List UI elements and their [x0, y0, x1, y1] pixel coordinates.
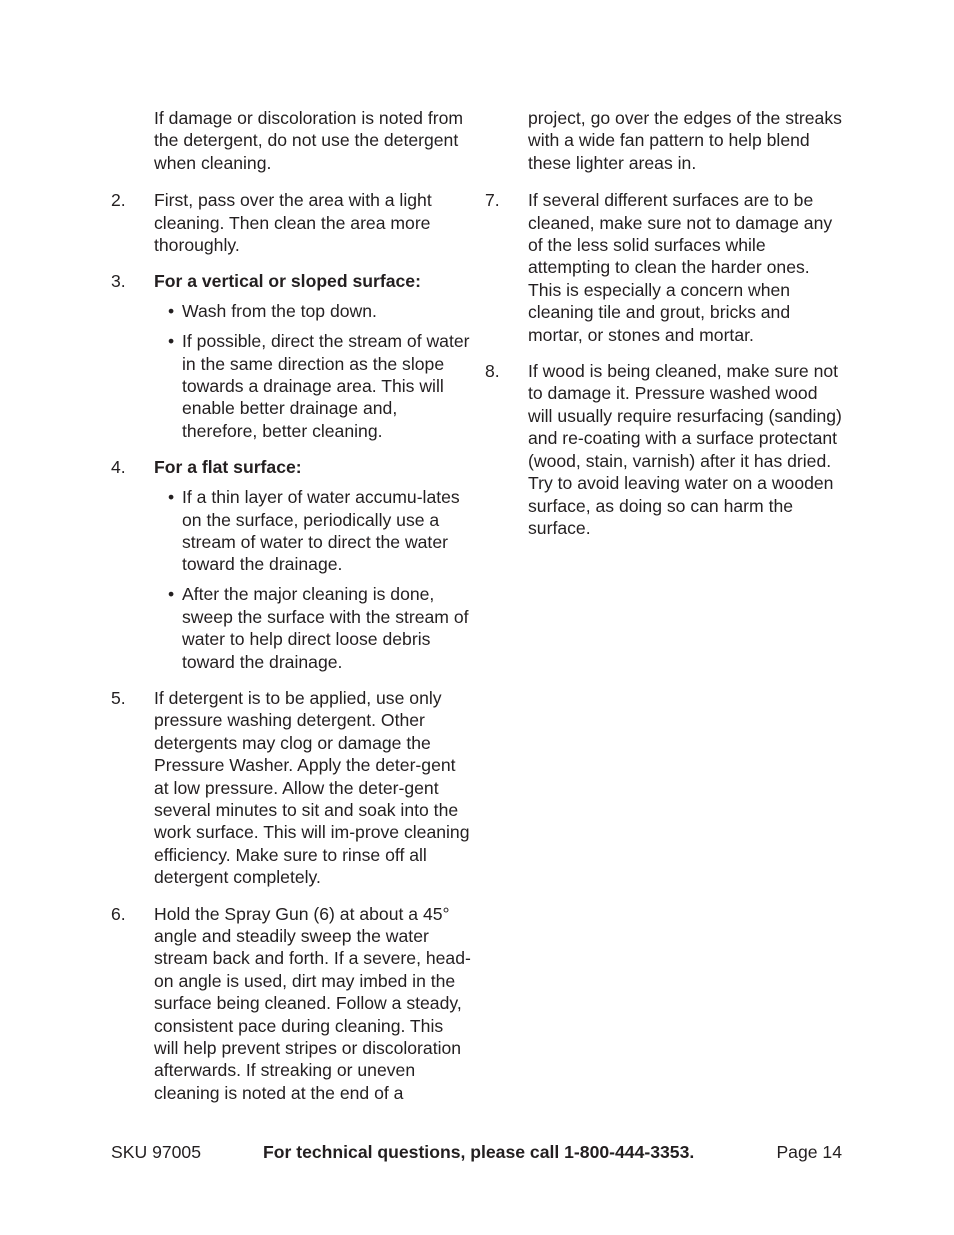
item-text: First, pass over the area with a light cleaning. Then clean the area more thoroughly. [154, 190, 432, 256]
page-number: Page 14 [776, 1142, 842, 1162]
bullet-text: Wash from the top down. [182, 301, 377, 322]
left-intro-paragraph: If damage or discoloration is noted from the detergent, do not use the detergent when cleaning. [154, 108, 464, 173]
bullet-text: After the major cleaning is done, sweep the surface with the stream of water to help direct loose debris toward the drainage. [182, 584, 469, 672]
bullet-icon: • [168, 487, 175, 508]
item-text: If several different surfaces are to be cleaned, make sure not to damage any of the less solid surfaces while attempting to clean the harder ones. This is especially a concern when cleaning tile and grout, bricks and mortar, or stones and mortar. [528, 190, 833, 345]
item-number: 6. [111, 903, 126, 924]
item-heading: For a flat surface: [154, 457, 302, 478]
list-item-3 [111, 270, 471, 442]
item-number: 8. [485, 361, 500, 382]
list-item-5 [111, 687, 471, 889]
bullet-item [154, 486, 471, 576]
bullet-item [154, 330, 471, 442]
item-number: 7. [485, 190, 500, 211]
bullet-text: If a thin layer of water accumu-lates on the surface, periodically use a stream of water to direct the water toward the drainage. [182, 487, 460, 575]
item-number: 5. [111, 687, 126, 708]
right-column [485, 107, 845, 539]
list-item-6 [111, 903, 471, 1105]
right-intro-paragraph: project, go over the edges of the streaks with a wide fan pattern to help blend these lighter areas in. [528, 108, 842, 173]
list-item-2 [111, 189, 471, 256]
bullet-item [154, 300, 471, 322]
item-text: Hold the Spray Gun (6) at about a 45° angle and steadily sweep the water stream back and forth. If a severe, head-on angle is used, dirt may imbed in the surface being cleaned. Follow a steady, consistent pace during cleaning. This will help prevent stripes or discoloration afterwards. If streaking or uneven cleaning is noted at the end of a [154, 903, 471, 1103]
sku-label: SKU 97005 [111, 1142, 201, 1162]
item-text: If detergent is to be applied, use only pressure washing detergent. Other detergents may clog or damage the Pressure Washer. Apply the deter-gent at low pressure. Allow the deter-gent several minutes to sit and soak into the work surface. This will im-prove cleaning efficiency. Make sure to rinse off all detergent completely. [154, 687, 470, 888]
list-item-8 [485, 360, 845, 539]
list-item-4 [111, 456, 471, 673]
tech-support-line: For technical questions, please call 1-800-444-3353. [263, 1142, 695, 1162]
bullet-icon: • [168, 301, 175, 322]
bullet-icon: • [168, 584, 175, 605]
bullet-text: If possible, direct the stream of water in the same direction as the slope towards a drainage area. This will enable better drainage and, therefore, better cleaning. [182, 331, 470, 441]
item-text: If wood is being cleaned, make sure not to damage it. Pressure washed wood will usually require resurfacing (sanding) and re-coating with a surface protectant (wood, stain, varnish) after it has dried. Try to avoid leaving water on a wooden surface, as doing so can harm the surface. [528, 361, 842, 538]
item-heading: For a vertical or sloped surface: [154, 271, 421, 292]
bullet-item [154, 583, 471, 673]
left-column [111, 107, 471, 1104]
item-number: 4. [111, 457, 126, 478]
list-item-7 [485, 189, 845, 346]
item-number: 2. [111, 190, 126, 211]
item-number: 3. [111, 271, 126, 292]
bullet-icon: • [168, 331, 175, 352]
page-footer [111, 1141, 842, 1165]
